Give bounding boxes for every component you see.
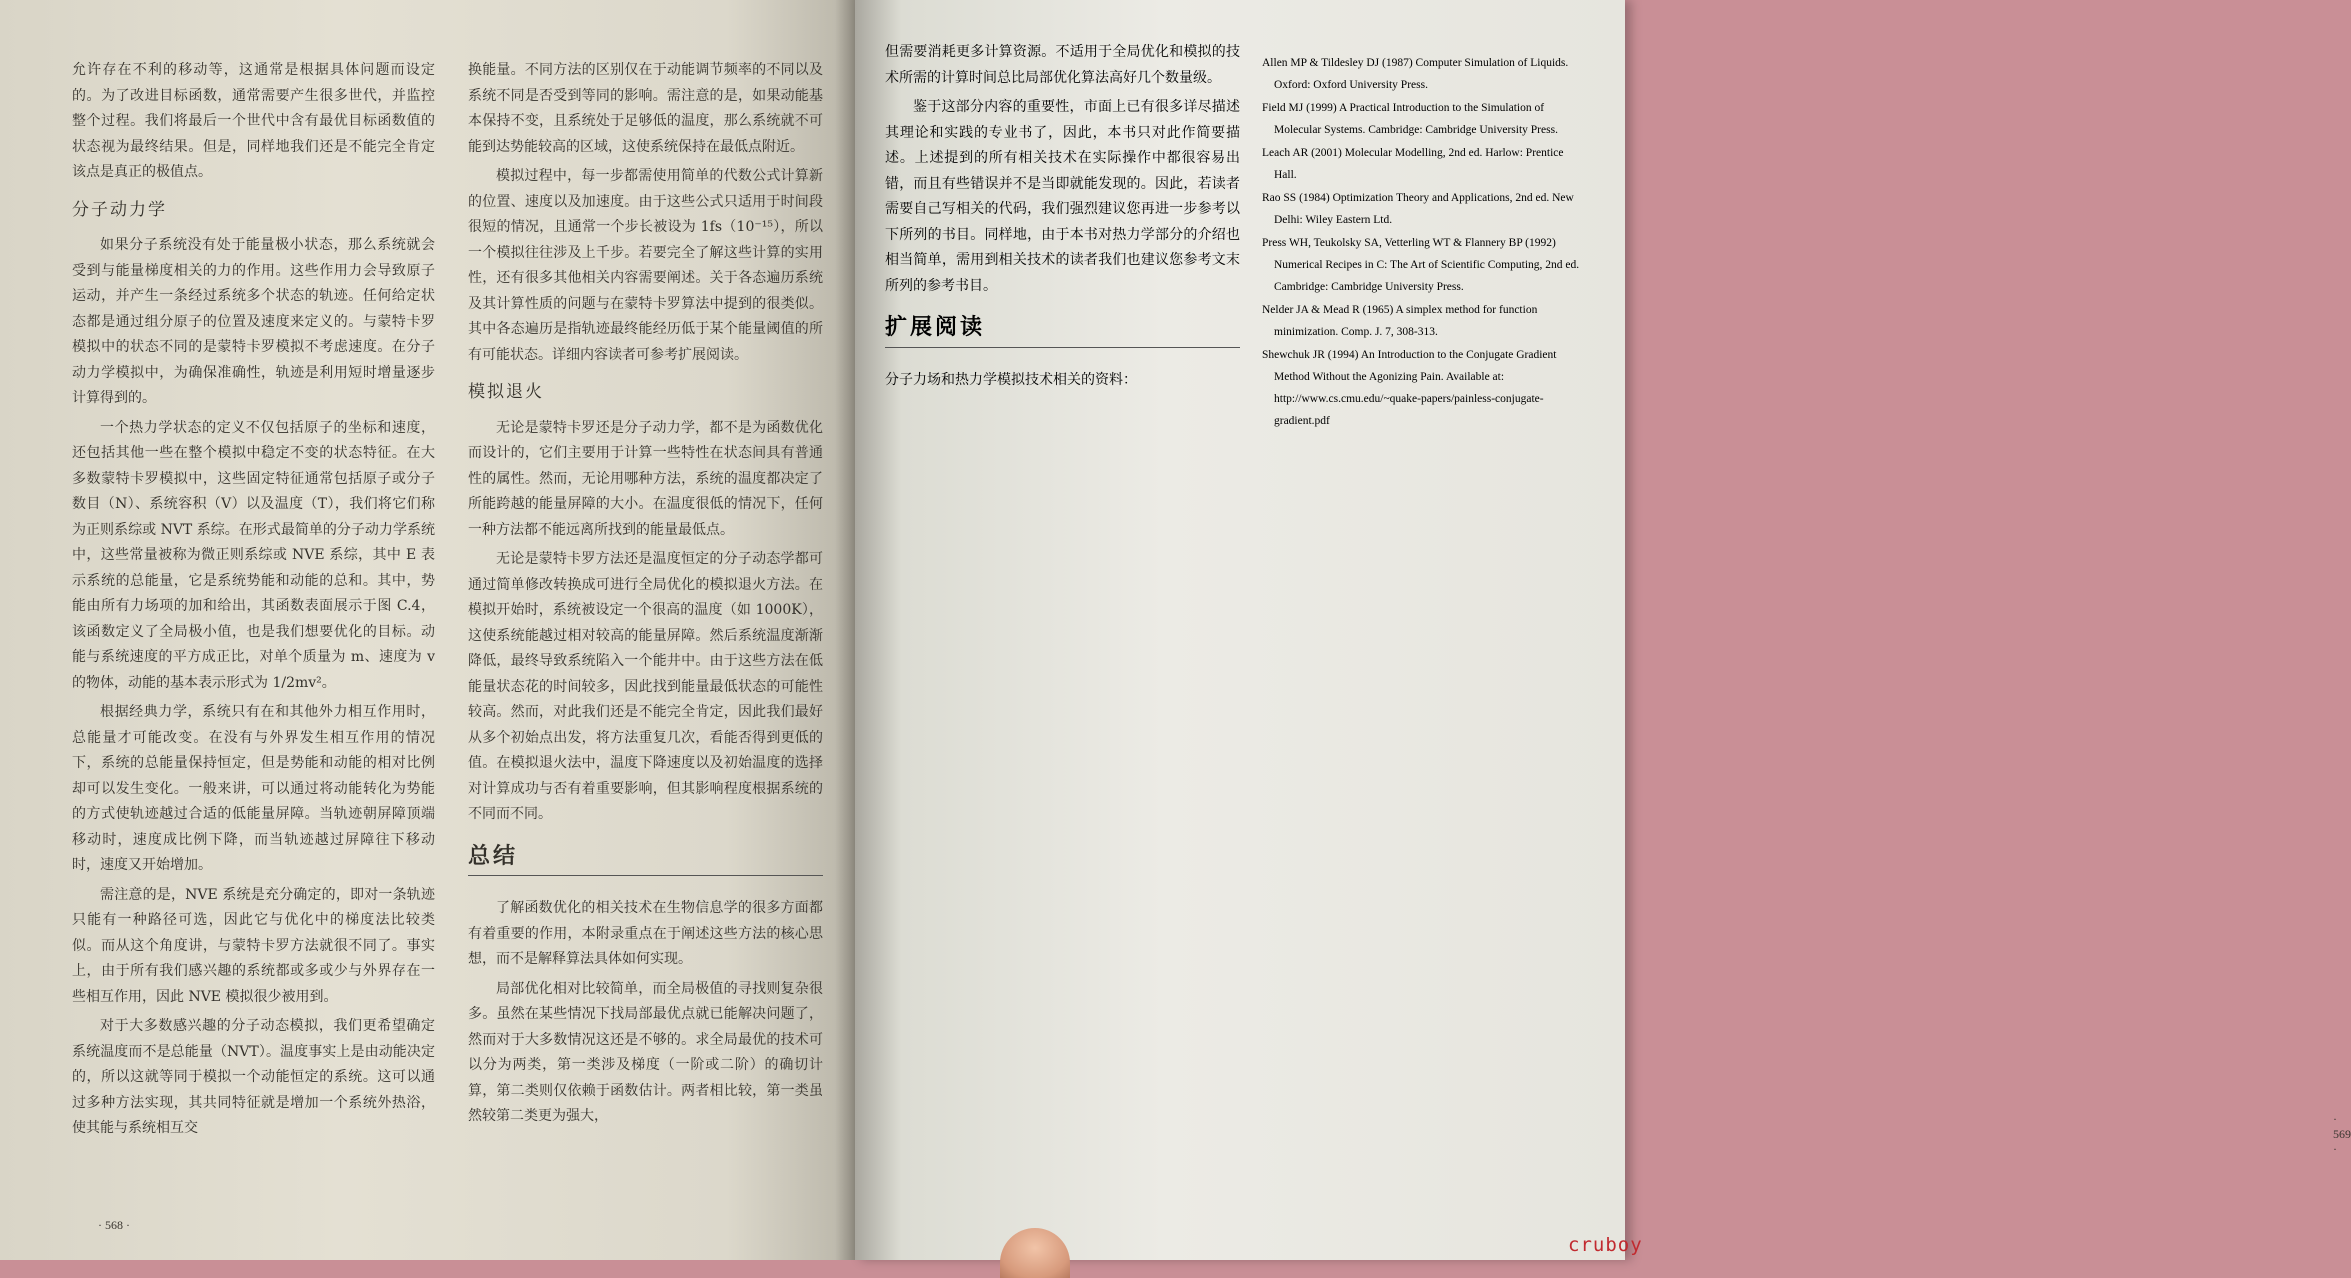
reference-item: Allen MP & Tildesley DJ (1987) Computer Simulation of Liquids. Oxford: Oxford University Press.: [1262, 57, 1569, 91]
right-column-1: [885, 40, 1240, 397]
page-number-right: · 569 ·: [2333, 1112, 2351, 1156]
heading-rule: [468, 875, 823, 876]
paragraph: 一个热力学状态的定义不仅包括原子的坐标和速度，还包括其他一些在整个模拟中稳定不变的状态特征。在大多数蒙特卡罗模拟中，这些固定特征通常包括原子或分子数目（N）、系统容积（V）以及温度（T），我们将它们称为正则系综或 NVT 系综。在形式最简单的分子动力学系统中，这些常量被称为微正则系综或 NVE 系综，其中 E 表示系统的总能量，它是系统势能和动能的总和。其中，势能由所有力场项的加和给出，其函数表面展示于图 C.4，该函数定义了全局极小值，也是我们想要优化的目标。动能与系统速度的平方成正比，对单个质量为 m、速度为 v 的物体，动能的基本表示形式为 1/2mv²。: [72, 419, 435, 691]
reference-item: Field MJ (1999) A Practical Introduction to the Simulation of Molecular Systems. Cambridge: Cambridge University Press.: [1262, 102, 1558, 136]
paragraph: 了解函数优化的相关技术在生物信息学的很多方面都有着重要的作用，本附录重点在于阐述这些方法的核心思想，而不是解释算法具体如何实现。: [468, 900, 823, 967]
reference-item: Shewchuk JR (1994) An Introduction to the Conjugate Gradient Method Without the Agonizing Pain. Available at: http://www.cs.cmu.edu/~quake-papers/painless-conjugate-gradient.pdf: [1262, 349, 1557, 427]
left-column-2: [468, 58, 823, 1134]
section-heading-simulated-annealing: 模拟退火: [468, 382, 544, 402]
paragraph: 根据经典力学，系统只有在和其他外力相互作用时，总能量才可能改变。在没有与外界发生相互作用的情况下，系统的总能量保持恒定，但是势能和动能的相对比例却可以发生变化。一般来讲，可以通过将动能转化为势能的方式使轨迹越过合适的低能量屏障。当轨迹朝屏障顶端移动时，速度成比例下降，而当轨迹越过屏障往下移动时，速度又开始增加。: [72, 704, 435, 873]
paragraph: 如果分子系统没有处于能量极小状态，那么系统就会受到与能量梯度相关的力的作用。这些作用力会导致原子运动，并产生一条经过系统多个状态的轨迹。任何给定状态都是通过组分原子的位置及速度来定义的。与蒙特卡罗模拟中的状态不同的是蒙特卡罗模拟不考虑速度。在分子动力学模拟中，为确保准确性，轨迹是利用短时增量逐步计算得到的。: [72, 237, 435, 406]
paragraph: 无论是蒙特卡罗方法还是温度恒定的分子动态学都可通过简单修改转换成可进行全局优化的模拟退火方法。在模拟开始时，系统被设定一个很高的温度（如 1000K），这使系统能越过相对较高的能量屏障。然后系统温度渐渐降低，最终导致系统陷入一个能井中。由于这些方法在低能量状态花的时间较多，因此找到能量最低状态的可能性较高。然而，对此我们还是不能完全肯定，因此我们最好从多个初始点出发，将方法重复几次，看能否得到更低的值。在模拟退火法中，温度下降速度以及初始温度的选择对计算成功与否有着重要影响，但其影响程度根据系统的不同而不同。: [468, 551, 823, 822]
paragraph: 分子力场和热力学模拟技术相关的资料：: [885, 371, 1137, 388]
reference-item: Nelder JA & Mead R (1965) A simplex method for function minimization. Comp. J. 7, 308-313.: [1262, 304, 1538, 338]
paragraph: 局部优化相对比较简单，而全局极值的寻找则复杂很多。虽然在某些情况下找局部最优点就已能解决问题了，然而对于大多数情况这还是不够的。求全局最优的技术可以分为两类，第一类涉及梯度（一阶或二阶）的确切计算，第二类则仅依赖于函数估计。两者相比较，第一类虽然较第二类更为强大，: [468, 980, 823, 1124]
paragraph: 无论是蒙特卡罗还是分子动力学，都不是为函数优化而设计的，它们主要用于计算一些特性在状态间具有普通性的属性。然而，无论用哪种方法，系统的温度都决定了所能跨越的能量屏障的大小。在温度很低的情况下，任何一种方法都不能远离所找到的能量最低点。: [468, 419, 823, 538]
page-number-left: · 568 ·: [98, 1218, 130, 1232]
section-heading-summary: 总结: [468, 843, 519, 869]
reference-list: [1262, 52, 1580, 433]
paragraph: 对于大多数感兴趣的分子动态模拟，我们更希望确定系统温度而不是总能量（NVT）。温度事实上是由动能决定的，所以这就等同于模拟一个动能恒定的系统。这可以通过多种方法实现，其共同特征就是增加一个系统外热浴，使其能与系统相互交: [72, 1018, 435, 1136]
reference-item: Press WH, Teukolsky SA, Vetterling WT & Flannery BP (1992) Numerical Recipes in C: The Art of Scientific Computing, 2nd ed. Cambridge: Cambridge University Press.: [1262, 237, 1580, 293]
paragraph: 鉴于这部分内容的重要性，市面上已有很多详尽描述其理论和实践的专业书了，因此，本书只对此作简要描述。上述提到的所有相关技术在实际操作中都很容易出错，而且有些错误并不是当即就能发现的。因此，若读者需要自己写相关的代码，我们强烈建议您再进一步参考以下所列的书目。同样地，由于本书对热力学部分的介绍也相当简单，需用到相关技术的读者我们也建议您参考文末所列的参考书目。: [885, 99, 1240, 294]
left-column-1: [72, 58, 435, 1146]
paragraph: 但需要消耗更多计算资源。不适用于全局优化和模拟的技术所需的计算时间总比局部优化算法高好几个数量级。: [885, 44, 1240, 86]
paragraph: 允许存在不利的移动等，这通常是根据具体问题而设定的。为了改进目标函数，通常需要产生很多世代，并监控整个过程。我们将最后一个世代中含有最优目标函数值的状态视为最终结果。但是，同样地我们还是不能完全肯定该点是真正的极值点。: [72, 62, 435, 180]
paragraph: 换能量。不同方法的区别仅在于动能调节频率的不同以及系统不同是否受到等同的影响。需注意的是，如果动能基本保持不变，且系统处于足够低的温度，那么系统就不可能到达势能较高的区域，这使系统保持在最低点附近。: [468, 62, 823, 155]
left-page: [0, 0, 855, 1260]
reference-item: Leach AR (2001) Molecular Modelling, 2nd ed. Harlow: Prentice Hall.: [1262, 147, 1564, 181]
paragraph: 模拟过程中，每一步都需使用简单的代数公式计算新的位置、速度以及加速度。由于这些公式只适用于时间段很短的情况，且通常一个步长被设为 1fs（10⁻¹⁵），所以一个模拟往往涉及上千步。若要完全了解这些计算的实用性，还有很多其他相关内容需要阐述。关于各态遍历系统及其计算性质的问题与在蒙特卡罗算法中提到的很类似。其中各态遍历是指轨迹最终能经历低于某个能量阈值的所有可能状态。详细内容读者可参考扩展阅读。: [468, 168, 823, 363]
watermark: cruboy: [1568, 1234, 1643, 1256]
heading-rule: [885, 347, 1240, 348]
paragraph: 需注意的是，NVE 系统是充分确定的，即对一条轨迹只能有一种路径可选，因此它与优化中的梯度法比较类似。而从这个角度讲，与蒙特卡罗方法就很不同了。事实上，由于所有我们感兴趣的系统都或多或少与外界存在一些相互作用，因此 NVE 模拟很少被用到。: [72, 886, 435, 1005]
section-heading-further-reading: 扩展阅读: [885, 315, 986, 340]
reference-item: Rao SS (1984) Optimization Theory and Applications, 2nd ed. New Delhi: Wiley Eastern Ltd.: [1262, 192, 1574, 226]
section-heading-molecular-dynamics: 分子动力学: [72, 199, 167, 220]
